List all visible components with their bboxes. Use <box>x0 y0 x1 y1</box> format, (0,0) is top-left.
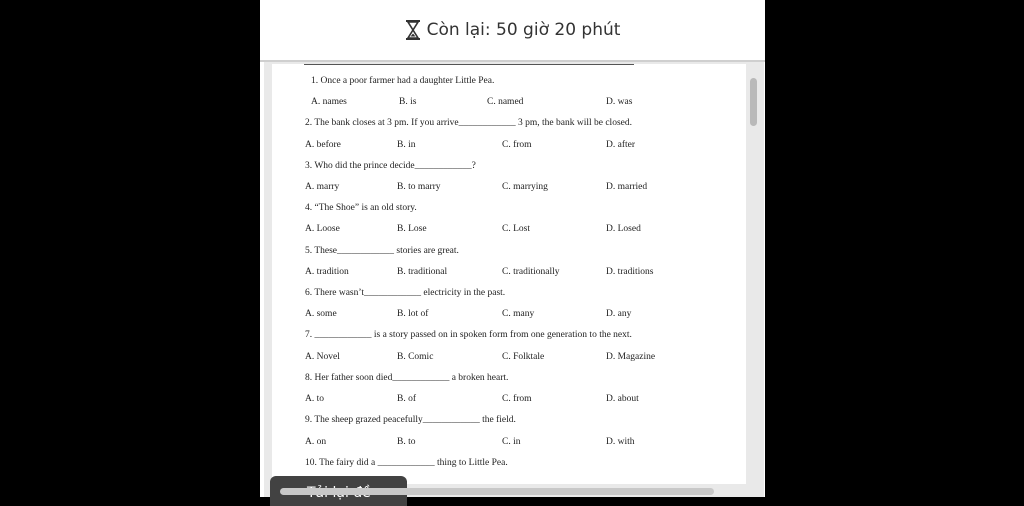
option-text: D. about <box>606 394 639 404</box>
question-text: 5. These____________ stories are great. <box>305 246 459 256</box>
option-text: A. to <box>305 394 324 404</box>
question-text: 10. The fairy did a ____________ thing to Little Pea. <box>305 458 508 468</box>
timer-header <box>260 0 765 62</box>
question-text: 2. The bank closes at 3 pm. If you arrive____________ 3 pm, the bank will be closed. <box>305 118 632 128</box>
option-text: A. some <box>305 309 337 319</box>
option-text: C. named <box>487 97 524 107</box>
option-text: C. from <box>502 394 532 404</box>
hourglass-icon <box>405 20 421 40</box>
question-text: 6. There wasn’t____________ electricity in the past. <box>305 288 506 298</box>
option-text: A. Novel <box>305 352 340 362</box>
option-text: C. in <box>502 437 521 447</box>
option-text: B. traditional <box>397 267 448 277</box>
option-text: B. Lose <box>397 224 427 234</box>
vertical-scrollbar[interactable] <box>750 78 757 126</box>
option-text: D. Losed <box>606 224 641 234</box>
option-text: D. was <box>606 97 633 107</box>
document-viewer[interactable] <box>264 62 764 497</box>
option-text: B. in <box>397 140 416 150</box>
question-text: 9. The sheep grazed peacefully____________ the field. <box>305 415 516 425</box>
option-text: D. traditions <box>606 267 654 277</box>
option-text: B. to marry <box>397 182 441 192</box>
option-text: A. before <box>305 140 341 150</box>
option-text: D. with <box>606 437 635 447</box>
option-text: C. traditionally <box>502 267 560 277</box>
option-text: B. to <box>397 437 416 447</box>
question-text: 8. Her father soon died____________ a broken heart. <box>305 373 509 383</box>
option-text: A. tradition <box>305 267 349 277</box>
option-text: A. on <box>305 437 327 447</box>
horizontal-scrollbar[interactable] <box>280 488 714 495</box>
option-text: A. names <box>311 97 347 107</box>
option-text: C. Lost <box>502 224 530 234</box>
exam-panel <box>260 0 765 497</box>
option-text: D. any <box>606 309 632 319</box>
option-text: A. Loose <box>305 224 340 234</box>
question-text: 7. ____________ is a story passed on in spoken form from one generation to the next. <box>305 330 632 340</box>
question-text: 4. “The Shoe” is an old story. <box>305 203 417 213</box>
timer-text: Còn lại: 50 giờ 20 phút <box>426 20 621 40</box>
option-text: C. Folktale <box>502 352 545 362</box>
option-text: B. lot of <box>397 309 429 319</box>
option-text: C. many <box>502 309 535 319</box>
option-text: C. from <box>502 140 532 150</box>
option-text: A. marry <box>305 182 340 192</box>
document-page <box>272 64 746 484</box>
divider <box>304 64 634 65</box>
option-text: D. after <box>606 140 636 150</box>
question-text: 3. Who did the prince decide____________? <box>305 161 476 171</box>
option-text: B. Comic <box>397 352 434 362</box>
option-text: D. married <box>606 182 648 192</box>
option-text: D. Magazine <box>606 352 656 362</box>
option-text: B. of <box>397 394 416 404</box>
timer <box>405 20 621 40</box>
option-text: B. is <box>399 97 417 107</box>
question-text: 1. Once a poor farmer had a daughter Little Pea. <box>311 76 495 86</box>
option-text: C. marrying <box>502 182 548 192</box>
